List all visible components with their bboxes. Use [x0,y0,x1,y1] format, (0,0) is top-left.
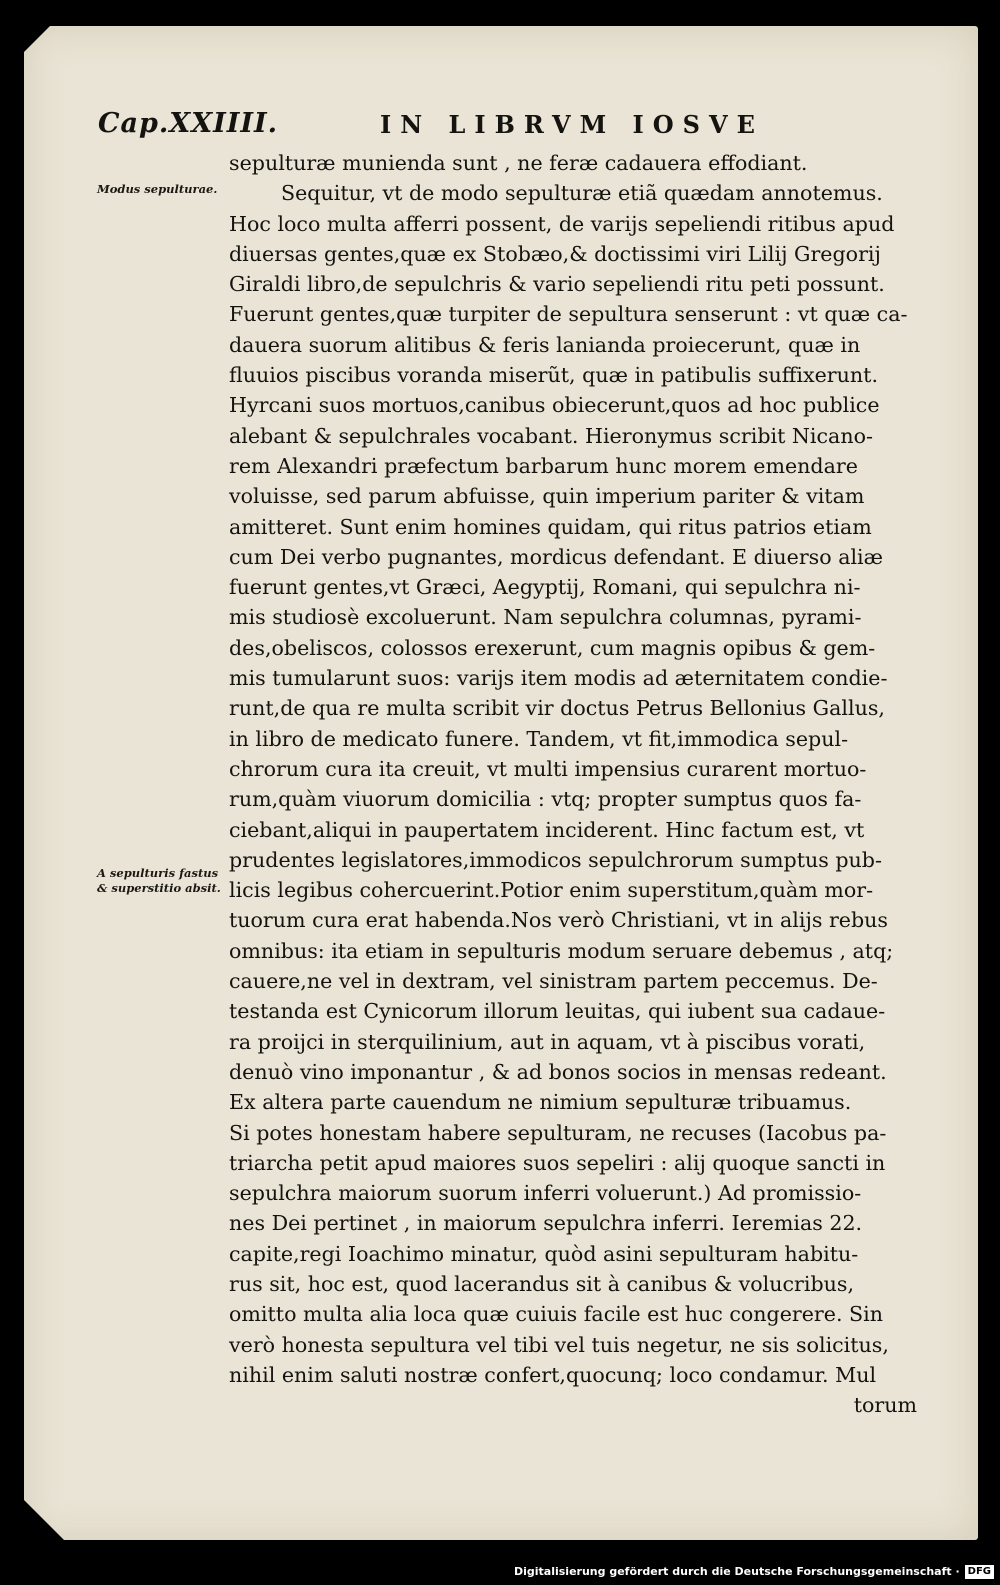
dfg-logo: DFG [965,1565,994,1579]
text-line: fluuios piscibus voranda miserũt, quæ in patibulis suffixerunt. [229,363,878,388]
text-line: Hoc loco multa afferri possent, de varijs sepeliendi ritibus apud [229,211,895,236]
margin-note-modus-sepulturae: Modus sepulturae. [97,182,218,196]
text-line: tuorum cura erat habenda.Nos verò Christiani, vt in alijs rebus [229,908,888,933]
text-line: Fuerunt gentes,quæ turpiter de sepultura senserunt : vt quæ ca- [229,302,908,327]
text-line: cauere,ne vel in dextram, vel sinistram partem peccemus. De- [229,969,878,994]
text-line: Hyrcani suos mortuos,canibus obiecerunt,quos ad hoc publice [229,393,880,418]
text-line: amitteret. Sunt enim homines quidam, qui ritus patrios etiam [229,514,872,539]
text-line: dauera suorum alitibus & feris lanianda proiecerunt, quæ in [229,332,861,357]
text-line: denuò vino imponantur , & ad bonos socios in mensas redeant. [229,1059,887,1084]
text-line: omitto multa alia loca quæ cuiuis facile est huc congerere. Sin [229,1302,884,1327]
text-line: diuersas gentes,quæ ex Stobæo,& doctissimi viri Lilij Gregorij [229,241,881,266]
text-line: voluisse, sed parum abfuisse, quin imperium pariter & vitam [229,484,865,509]
text-line: fuerunt gentes,vt Græci, Aegyptij, Romani, qui sepulchra ni- [229,575,861,600]
digitization-credit [514,1561,994,1583]
text-line: des,obeliscos, colossos erexerunt, cum magnis opibus & gem- [229,635,876,660]
text-line: licis legibus cohercuerint.Potior enim superstitum,quàm mor- [229,878,874,903]
text-line: alebant & sepulchrales vocabant. Hieronymus scribit Nicano- [229,423,873,448]
text-line: chrorum cura ita creuit, vt multi impensius curarent mortuo- [229,756,867,781]
text-line: ra proijci in sterquilinium, aut in aquam, vt à piscibus vorati, [229,1029,866,1054]
text-line: verò honesta sepultura vel tibi vel tuis negetur, ne sis solicitus, [229,1332,889,1357]
text-line: prudentes legislatores,immodicos sepulchrorum sumptus pub- [229,847,882,872]
text-line: sepulturæ munienda sunt , ne feræ cadauera effodiant. [229,151,808,175]
text-line: cum Dei verbo pugnantes, mordicus defendant. E diuerso aliæ [229,544,884,569]
text-line: rem Alexandri præfectum barbarum hunc morem emendare [229,453,858,478]
text-line: nes Dei pertinet , in maiorum sepulchra inferri. Ieremias 22. [229,1211,863,1236]
page-header [98,108,798,148]
body-text [229,148,941,1420]
text-line: sepulchra maiorum suorum inferri voluerunt.) Ad promissio- [229,1181,862,1206]
text-line: nihil enim saluti nostræ confert,quocunq; loco condamur. Mul [229,1362,877,1387]
text-line: capite,regi Ioachimo minatur, quòd asini sepulturam habitu- [229,1241,859,1266]
text-line: mis studiosè excoluerunt. Nam sepulchra columnas, pyrami- [229,605,862,630]
credit-text: Digitalisierung gefördert durch die Deutsche Forschungsgemeinschaft · [513,1565,960,1578]
text-line: Sequitur, vt de modo sepulturæ etiã quædam annotemus. [281,181,883,206]
text-line: testanda est Cynicorum illorum leuitas, qui iubent sua cadaue- [229,999,886,1024]
chapter-number: Cap.XXIIII. [98,108,279,139]
catchword: torum [853,1393,917,1418]
text-line: ciebant,aliqui in paupertatem inciderent. Hinc factum est, vt [229,817,865,842]
text-line: runt,de qua re multa scribit vir doctus Petrus Bellonius Gallus, [229,696,885,721]
text-line: Si potes honestam habere sepulturam, ne recuses (Iacobus pa- [229,1120,887,1145]
text-line: omnibus: ita etiam in sepulturis modum seruare debemus , atq; [229,938,894,963]
margin-note-a-sepulturis: A sepulturis fastus & superstitio absit. [97,866,221,895]
text-line: rus sit, hoc est, quod lacerandus sit à canibus & volucribus, [229,1271,855,1296]
text-line: mis tumularunt suos: varijs item modis ad æternitatem condie- [229,666,888,691]
text-line: triarcha petit apud maiores suos sepeliri : alij quoque sancti in [229,1150,886,1175]
text-line: Ex altera parte cauendum ne nimium sepulturæ tribuamus. [229,1090,852,1115]
running-title: IN LIBRVM IOSVE [380,110,764,139]
text-line: rum,quàm viuorum domicilia : vtq; propter sumptus quos fa- [229,787,862,812]
torn-corner-top [24,26,50,52]
torn-corner-bottom [24,1500,64,1540]
text-line: Giraldi libro,de sepulchris & vario sepeliendi ritu peti possunt. [229,272,885,297]
text-line: in libro de medicato funere. Tandem, vt fit,immodica sepul- [229,726,849,751]
